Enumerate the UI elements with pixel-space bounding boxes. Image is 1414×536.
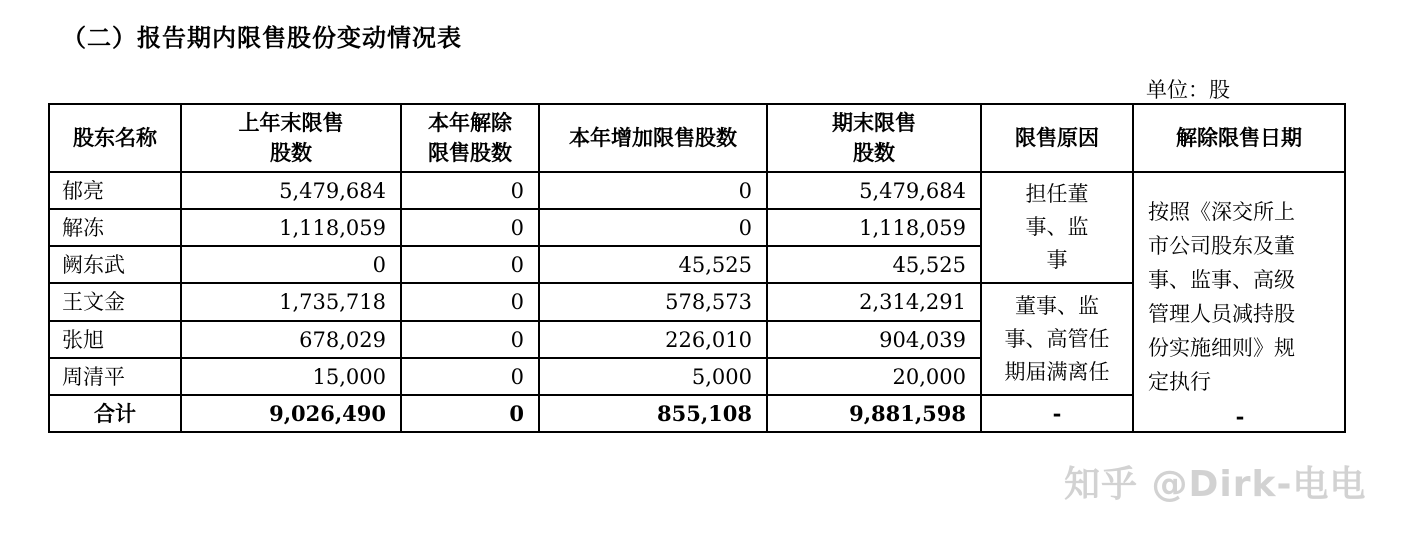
total-prev-restricted: 9,026,490 xyxy=(181,395,401,432)
released-value: 0 xyxy=(401,209,539,246)
released-value: 0 xyxy=(401,172,539,209)
released-value: 0 xyxy=(401,246,539,283)
table-row xyxy=(49,172,1345,209)
total-released: 0 xyxy=(401,395,539,432)
added-value: 226,010 xyxy=(539,321,767,358)
shareholder-name: 阙东武 xyxy=(49,246,181,283)
total-added: 855,108 xyxy=(539,395,767,432)
page-title: （二）报告期内限售股份变动情况表 xyxy=(62,24,462,52)
total-end-restricted: 9,881,598 xyxy=(767,395,981,432)
end-restricted-value: 2,314,291 xyxy=(767,283,981,321)
total-reason: - xyxy=(981,395,1133,432)
end-restricted-value: 1,118,059 xyxy=(767,209,981,246)
reason-cell-directors: 担任董 事、监 事 xyxy=(981,172,1133,283)
header-prev-restricted: 上年末限售 股数 xyxy=(181,104,401,172)
header-release-date: 解除限售日期 xyxy=(1133,104,1345,172)
header-row xyxy=(49,104,1345,172)
header-end-restricted: 期末限售 股数 xyxy=(767,104,981,172)
shareholder-name: 周清平 xyxy=(49,358,181,395)
end-restricted-value: 20,000 xyxy=(767,358,981,395)
released-value: 0 xyxy=(401,358,539,395)
reason-cell-term-expired: 董事、监 事、高管任 期届满离任 xyxy=(981,283,1133,395)
released-value: 0 xyxy=(401,283,539,321)
added-value: 578,573 xyxy=(539,283,767,321)
prev-restricted-value: 5,479,684 xyxy=(181,172,401,209)
end-restricted-value: 45,525 xyxy=(767,246,981,283)
end-restricted-value: 5,479,684 xyxy=(767,172,981,209)
restricted-shares-table xyxy=(48,103,1346,433)
prev-restricted-value: 678,029 xyxy=(181,321,401,358)
header-reason: 限售原因 xyxy=(981,104,1133,172)
prev-restricted-value: 0 xyxy=(181,246,401,283)
shareholder-name: 解冻 xyxy=(49,209,181,246)
watermark: 知乎 @Dirk-电电 xyxy=(1064,464,1367,505)
shareholder-name: 王文金 xyxy=(49,283,181,321)
released-value: 0 xyxy=(401,321,539,358)
header-released: 本年解除 限售股数 xyxy=(401,104,539,172)
added-value: 0 xyxy=(539,209,767,246)
shareholder-name: 郁亮 xyxy=(49,172,181,209)
total-label: 合计 xyxy=(49,395,181,432)
header-shareholder-name: 股东名称 xyxy=(49,104,181,172)
header-added: 本年增加限售股数 xyxy=(539,104,767,172)
release-dash: - xyxy=(1235,404,1245,429)
unit-label: 单位：股 xyxy=(1146,78,1230,102)
release-date-cell: 按照《深交所上 市公司股东及董 事、监事、高级 管理人员减持股 份实施细则》规 定执行 - xyxy=(1133,172,1345,432)
added-value: 0 xyxy=(539,172,767,209)
prev-restricted-value: 1,735,718 xyxy=(181,283,401,321)
end-restricted-value: 904,039 xyxy=(767,321,981,358)
prev-restricted-value: 15,000 xyxy=(181,358,401,395)
prev-restricted-value: 1,118,059 xyxy=(181,209,401,246)
shareholder-name: 张旭 xyxy=(49,321,181,358)
added-value: 5,000 xyxy=(539,358,767,395)
added-value: 45,525 xyxy=(539,246,767,283)
